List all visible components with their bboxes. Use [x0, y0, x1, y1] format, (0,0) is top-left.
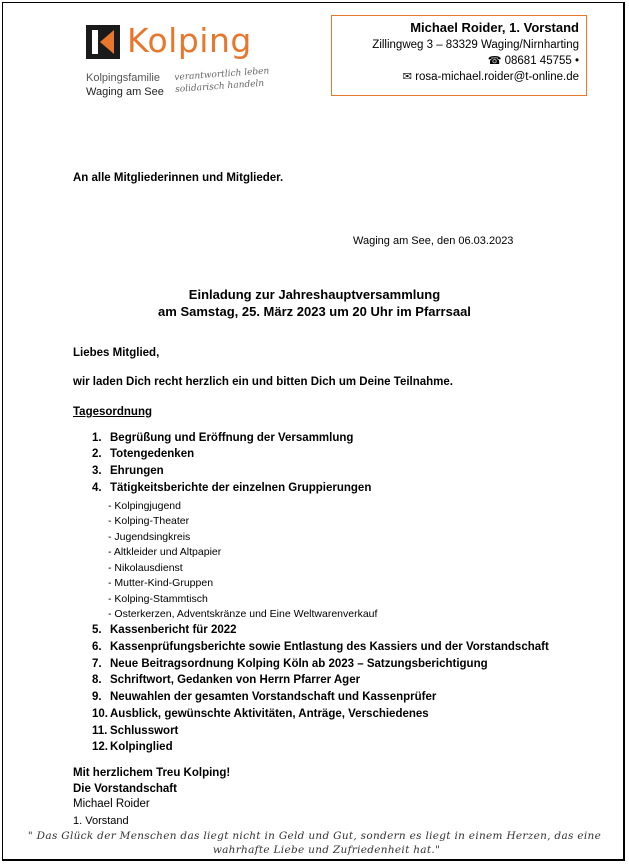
sender-phone-row: [332, 53, 579, 69]
quote: [0, 829, 629, 857]
agenda-item: 4. Tätigkeitsberichte der einzelnen Gruppierungen: [92, 482, 372, 494]
agenda-item: 9. Neuwahlen der gesamten Vorstandschaft und Kassenprüfer: [92, 691, 437, 703]
closing-signature-name: Michael Roider: [73, 798, 150, 810]
closing-role: 1. Vorstand: [73, 815, 129, 827]
agenda-subitem: - Kolping-Theater: [108, 515, 190, 527]
logo-place-name: Waging am See: [86, 86, 164, 98]
agenda-item: 2. Totengedenken: [92, 448, 195, 460]
mail-icon: ✉: [402, 71, 412, 83]
agenda-item: 3. Ehrungen: [92, 465, 164, 477]
agenda-item: 11. Schlusswort: [92, 725, 179, 737]
agenda-subitem: - Altkleider und Altpapier: [108, 546, 222, 558]
sender-street: Zillingweg 3 – 83329 Waging/Nirnharting: [372, 39, 579, 51]
agenda-subitem: - Jugendsingkreis: [108, 531, 191, 543]
agenda-item: 1. Begrüßung und Eröffnung der Versammlung: [92, 432, 354, 444]
invite-text: wir laden Dich recht herzlich ein und bitten Dich um Deine Teilnahme.: [73, 376, 453, 388]
sender-box: [331, 15, 587, 96]
logo-wordmark: Kolping: [127, 21, 252, 60]
sender-phone: 08681 45755 •: [504, 55, 579, 67]
agenda-item: 10. Ausblick, gewünschte Aktivitäten, Anträge, Verschiedenes: [92, 708, 429, 720]
title-line-1: Einladung zur Jahreshauptversammlung: [188, 287, 441, 302]
sender-email[interactable]: rosa-michael.roider@t-online.de: [415, 71, 579, 83]
quote-line-2: wahrhafte Liebe und Zufriedenheit hat.": [212, 844, 441, 856]
agenda-heading: Tagesordnung: [73, 406, 153, 418]
agenda-subitem: - Mutter-Kind-Gruppen: [108, 577, 214, 589]
logo-slogan: verantwortlich leben solidarisch handeln: [174, 66, 270, 95]
greeting: Liebes Mitglied,: [73, 347, 160, 359]
agenda-item: 7. Neue Beitragsordnung Kolping Köln ab 2023 – Satzungsberichtigung: [92, 658, 488, 670]
kolping-logo: [86, 21, 270, 105]
quote-line-1: " Das Glück der Menschen das liegt nicht in Geld und Gut, sondern es liegt in einem Herzen, das eine: [27, 830, 602, 842]
kolping-k-icon: [86, 25, 120, 59]
agenda-subitem: - Nikolausdienst: [108, 562, 183, 574]
sender-email-row: [332, 69, 579, 85]
recipients-line: An alle Mitgliederinnen und Mitglieder.: [73, 172, 284, 184]
logo-org-name: Kolpingsfamilie: [86, 72, 160, 84]
agenda-subitem: - Osterkerzen, Adventskränze und Eine Weltwarenverkauf: [108, 608, 378, 620]
agenda-item: 12. Kolpinglied: [92, 741, 173, 753]
closing-line-1: Mit herzlichem Treu Kolping!: [73, 767, 231, 779]
agenda-subitem: - Kolpingjugend: [108, 500, 181, 512]
sender-name: Michael Roider, 1. Vorstand: [410, 20, 579, 35]
agenda-item: 8. Schriftwort, Gedanken von Herrn Pfarrer Ager: [92, 674, 361, 686]
phone-icon: ☎: [487, 55, 502, 67]
agenda-item: 5. Kassenbericht für 2022: [92, 624, 237, 636]
agenda-item: 6. Kassenprüfungsberichte sowie Entlastung des Kassiers und der Vorstandschaft: [92, 641, 549, 653]
agenda-subitem: - Kolping-Stammtisch: [108, 593, 208, 605]
closing-line-2: Die Vorstandschaft: [73, 783, 177, 795]
title-line-2: am Samstag, 25. März 2023 um 20 Uhr im Pfarrsaal: [158, 304, 471, 319]
date-line: Waging am See, den 06.03.2023: [353, 235, 514, 247]
